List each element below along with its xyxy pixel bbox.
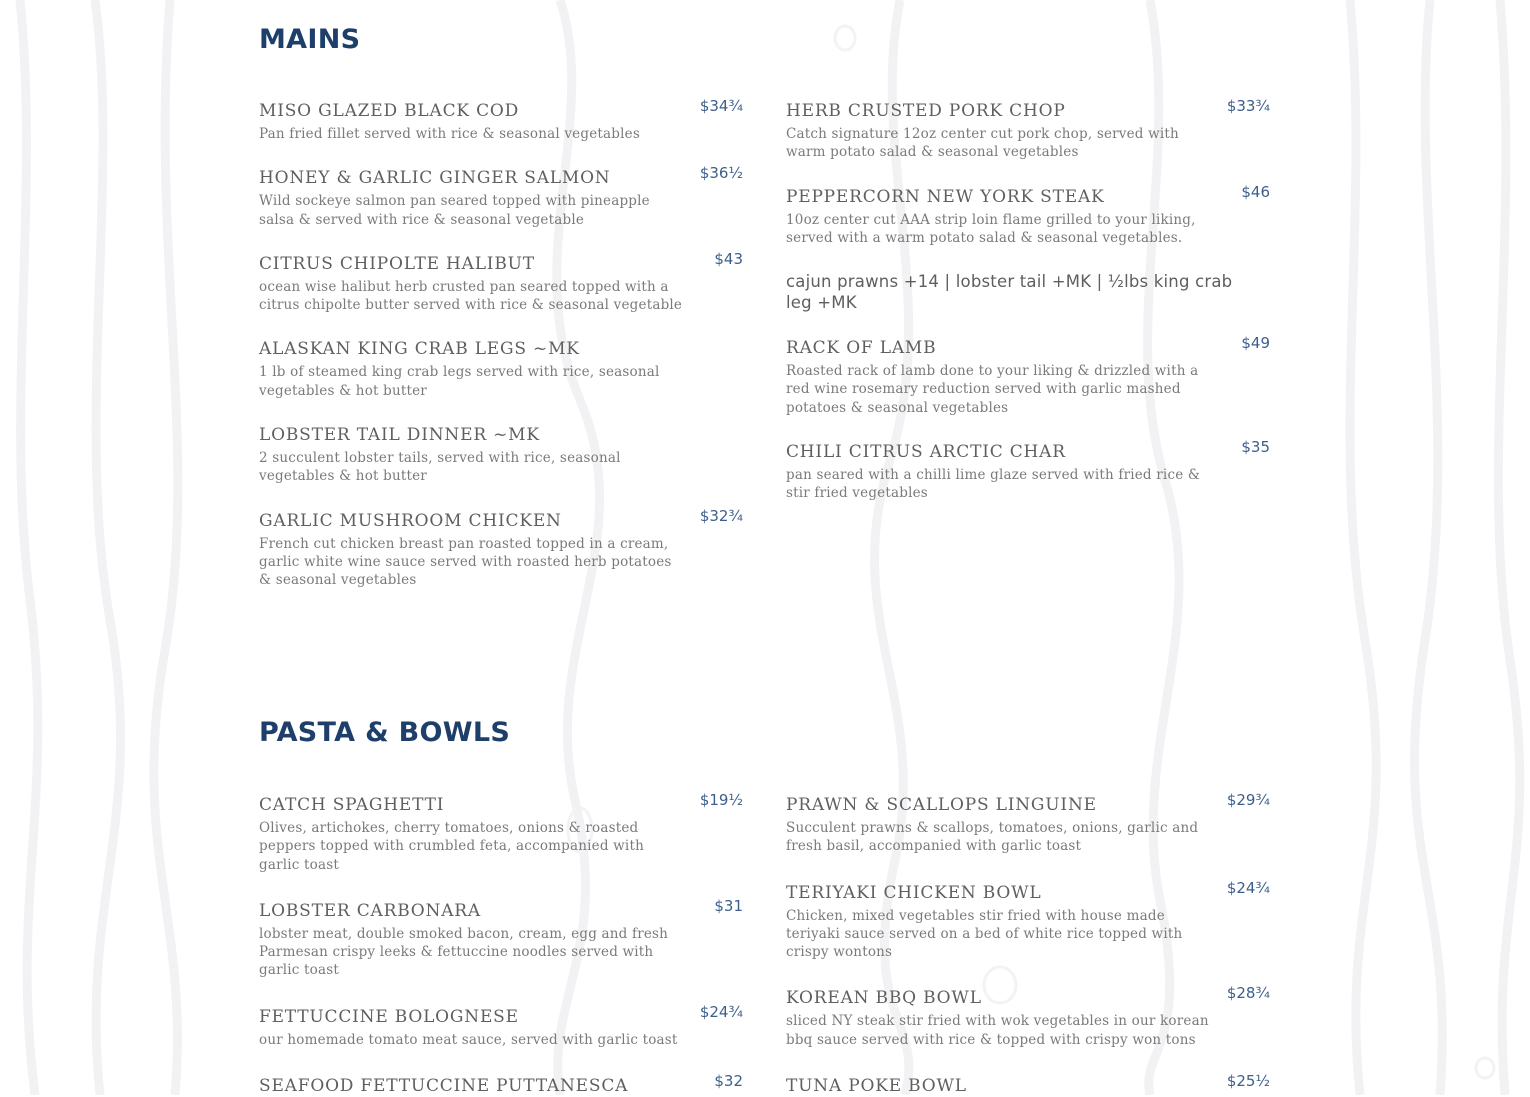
item-name: MISO GLAZED BLACK COD — [259, 101, 520, 121]
item-name: FETTUCCINE BOLOGNESE — [259, 1006, 519, 1027]
item-name: CITRUS CHIPOLTE HALIBUT — [259, 253, 535, 274]
item-price: $19½ — [699, 791, 743, 809]
item-description: 10oz center cut AAA strip loin flame grilled to your liking, served with a warm potato salad & seasonal vegetables. — [786, 211, 1196, 246]
item-description: 1 lb of steamed king crab legs served with rice, seasonal vegetables & hot butter — [259, 364, 660, 399]
menu-item — [259, 338, 743, 400]
menu-item — [786, 878, 1270, 962]
item-description: Wild sockeye salmon pan seared topped with pineapple salsa & served with rice & seasonal vegetable — [259, 193, 650, 228]
item-name: LOBSTER CARBONARA — [259, 900, 481, 921]
item-name: LOBSTER TAIL DINNER ~MK — [259, 425, 540, 446]
item-description: Roasted rack of lamb done to your liking & drizzled with a red wine rosemary reduction served with garlic mashed potatoes & seasonal vegetables — [786, 363, 1199, 416]
menu-item — [786, 791, 1270, 856]
menu-item — [259, 896, 743, 980]
item-name: CHILI CITRUS ARCTIC CHAR — [786, 442, 1066, 463]
mains-right-column — [786, 97, 1270, 527]
item-name: TUNA POKE BOWL — [786, 1076, 967, 1097]
item-name: PRAWN & SCALLOPS LINGUINE — [786, 795, 1097, 815]
menu-item — [786, 334, 1270, 417]
section-title-mains: MAINS — [259, 24, 361, 55]
item-description: Chicken, mixed vegetables stir fried with house made teriyaki sauce served on a bed of white rice topped with crispy wontons — [786, 907, 1183, 961]
item-name: SEAFOOD FETTUCCINE PUTTANESCA — [259, 1076, 629, 1097]
menu-item — [259, 1072, 743, 1097]
item-name: KOREAN BBQ BOWL — [786, 988, 982, 1009]
menu-item — [259, 1002, 743, 1049]
item-price: $33¾ — [1226, 97, 1270, 115]
pasta-right-column — [786, 791, 1270, 1097]
item-price: $43 — [714, 249, 743, 268]
item-name: PEPPERCORN NEW YORK STEAK — [786, 186, 1105, 207]
pasta-left-column — [259, 791, 743, 1097]
item-description: ocean wise halibut herb crusted pan seared topped with a citrus chipolte butter served with rice & seasonal vegetable — [259, 278, 683, 314]
menu-item — [786, 1072, 1270, 1097]
item-price: $36½ — [699, 164, 743, 183]
item-description: French cut chicken breast pan roasted topped in a cream, garlic white wine sauce served with roasted herb potatoes & seasonal vegetables — [259, 535, 672, 589]
item-name: RACK OF LAMB — [786, 338, 937, 359]
menu-item — [259, 97, 743, 143]
item-price: $24¾ — [699, 1002, 743, 1021]
menu-item — [259, 424, 743, 486]
item-name: GARLIC MUSHROOM CHICKEN — [259, 510, 562, 531]
item-description: 2 succulent lobster tails, served with rice, seasonal vegetables & hot butter — [259, 450, 621, 485]
item-price: $29¾ — [1226, 791, 1270, 809]
item-description: pan seared with a chilli lime glaze served with fried rice & stir fried vegetables — [786, 467, 1201, 502]
menu-item — [259, 791, 743, 874]
item-price: $46 — [1241, 182, 1270, 201]
menu-item — [786, 984, 1270, 1049]
item-price: $32 — [714, 1072, 743, 1091]
item-description: Catch signature 12oz center cut pork chop, served with warm potato salad & seasonal vegetables — [786, 126, 1179, 161]
menu-item — [786, 97, 1270, 162]
mains-left-column — [259, 97, 743, 614]
item-name: CATCH SPAGHETTI — [259, 795, 445, 815]
section-title-pasta-bowls: PASTA & BOWLS — [259, 717, 511, 748]
item-name: HONEY & GARLIC GINGER SALMON — [259, 168, 611, 189]
item-name: ALASKAN KING CRAB LEGS ~MK — [259, 339, 580, 360]
menu-item — [786, 182, 1270, 248]
menu-item — [259, 164, 743, 229]
item-price: $25½ — [1226, 1072, 1270, 1091]
item-description: Olives, artichokes, cherry tomatoes, onions & roasted peppers topped with crumbled feta, accompanied with garlic toast — [259, 820, 644, 873]
menu-item — [786, 438, 1270, 503]
menu-item — [259, 249, 743, 315]
item-price: $31 — [714, 896, 743, 915]
item-name: TERIYAKI CHICKEN BOWL — [786, 882, 1042, 903]
item-name: HERB CRUSTED PORK CHOP — [786, 101, 1066, 121]
item-description: sliced NY steak stir fried with wok vegetables in our korean bbq sauce served with rice & topped with crispy won tons — [786, 1013, 1209, 1048]
item-price: $49 — [1241, 334, 1270, 353]
item-price: $24¾ — [1226, 878, 1270, 897]
item-description: Pan fried fillet served with rice & seasonal vegetables — [259, 126, 640, 142]
item-price: $32¾ — [699, 506, 743, 525]
item-price: $28¾ — [1226, 984, 1270, 1003]
menu-item — [259, 506, 743, 590]
item-description: lobster meat, double smoked bacon, cream, egg and fresh Parmesan crispy leeks & fettuccine noodles served with garlic toast — [259, 925, 669, 979]
item-description: Succulent prawns & scallops, tomatoes, onions, garlic and fresh basil, accompanied with garlic toast — [786, 820, 1199, 855]
item-price: $34¾ — [699, 97, 743, 115]
item-price: $35 — [1241, 438, 1270, 457]
add-on-note: cajun prawns +14 | lobster tail +MK | ½lbs king crab leg +MK — [786, 272, 1233, 313]
item-description: our homemade tomato meat sauce, served with garlic toast — [259, 1031, 678, 1048]
